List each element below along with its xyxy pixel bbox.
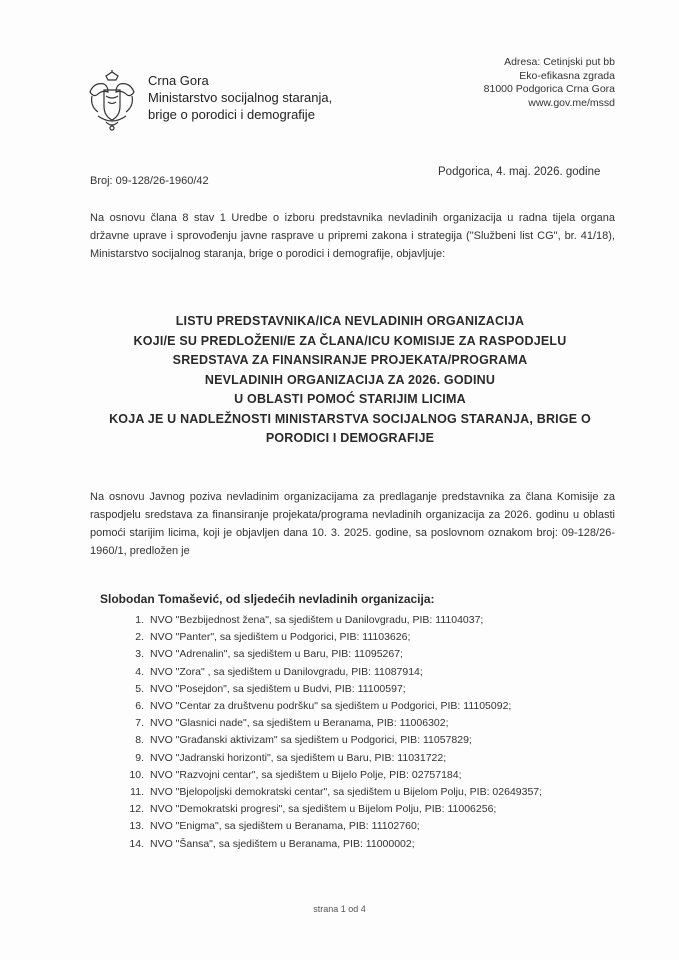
nominee-heading: Slobodan Tomašević, od sljedećih nevladinih organizacija: (100, 592, 435, 606)
list-item-text: NVO "Posejdon", sa sjedištem u Budvi, PIB: 11100597; (150, 682, 406, 695)
organization-list-item (120, 836, 542, 853)
title-line: NEVLADINIH ORGANIZACIJA ZA 2026. GODINU (204, 372, 496, 387)
title-line: KOJA JE U NADLEŽNOSTI MINISTARSTVA SOCIJALNOG STARANJA, BRIGE O (109, 411, 591, 426)
title-line: KOJI/E SU PREDLOŽENI/E ZA ČLANA/ICU KOMISIJE ZA RASPODJELU (133, 333, 567, 348)
coat-of-arms-icon (84, 70, 140, 132)
organization-list-item (120, 698, 542, 715)
organization-list-item (120, 801, 542, 818)
address-line: Adresa: Cetinjski put bb (504, 56, 615, 68)
organization-list-item (120, 784, 542, 801)
title-line: SREDSTAVA ZA FINANSIRANJE PROJEKATA/PROGRAMA (172, 353, 528, 367)
list-item-number: 14. (129, 837, 144, 850)
list-item-text: NVO "Panter", sa sjedištem u Podgorici, PIB: 11103626; (150, 631, 411, 644)
organization-list (120, 612, 542, 853)
document-date: Podgorica, 4. maj. 2026. godine (438, 166, 601, 178)
list-item-text: NVO "Enigma", sa sjedištem u Beranama, PIB: 11102760; (150, 820, 420, 833)
list-item-number: 10. (129, 768, 144, 781)
organization-list-item (120, 818, 542, 835)
list-item-number: 1. (135, 614, 144, 626)
list-item-text: NVO "Centar za društvenu podršku" sa sjedištem u Podgorici, PIB: 11105092; (150, 700, 512, 713)
organization-list-item (120, 646, 542, 663)
list-item-text: NVO "Zora" , sa sjedištem u Danilovgradu, PIB: 11087914; (150, 665, 423, 678)
list-item-number: 7. (135, 717, 144, 730)
website-link[interactable]: www.gov.me/mssd (528, 96, 615, 109)
list-item-number: 9. (135, 751, 144, 764)
organization-list-item (120, 750, 542, 767)
ministry-name-line2: brige o porodici i demografije (148, 107, 315, 122)
organization-list-item (120, 715, 542, 732)
list-item-number: 3. (135, 648, 144, 661)
ministry-name-block (148, 72, 332, 123)
reference-number: Broj: 09-128/26-1960/42 (90, 175, 209, 187)
list-item-number: 11. (130, 786, 144, 799)
organization-list-item (120, 681, 542, 698)
list-item-number: 5. (135, 682, 144, 695)
organization-list-item (120, 612, 542, 629)
list-item-text: NVO "Bjelopoljski demokratski centar", sa sjedištem u Bijelom Polju, PIB: 02649357; (150, 786, 543, 799)
list-item-number: 12. (129, 803, 144, 816)
organization-list-item (120, 767, 542, 784)
ministry-name-line1: Ministarstvo socijalnog staranja, (148, 90, 333, 105)
organization-list-item (120, 664, 542, 681)
list-item-number: 8. (135, 734, 144, 747)
title-line: PORODICI I DEMOGRAFIJE (265, 431, 435, 445)
list-item-text: NVO "Glasnici nade", sa sjedištem u Beranama, PIB: 11006302; (150, 717, 449, 730)
body-paragraph: Na osnovu Javnog poziva nevladinim organizacijama za predlaganje predstavnika za člana Komisije za raspodjelu sredstava za finansiranje projekata/programa nevladinih organizacija za 2026. godinu u oblasti pomoći starijim licima, koji je objavljen dana 10. 3. 2025. godine, sa poslovnom oznakom broj: 09-128/26-1960/1, predložen je (90, 491, 615, 557)
address-line: 81000 Podgorica Crna Gora (483, 83, 615, 95)
address-line: Eko-efikasna zgrada (519, 69, 615, 82)
list-item-text: NVO "Građanski aktivizam" sa sjedištem u Podgorici, PIB: 11057829; (150, 734, 472, 747)
list-item-number: 13. (129, 820, 144, 833)
list-item-text: NVO "Jadranski horizonti", sa sjedištem u Baru, PIB: 11031722; (150, 751, 447, 764)
list-item-text: NVO "Šansa", sa sjedištem u Beranama, PIB: 11000002; (150, 837, 415, 850)
organization-list-item (120, 732, 542, 749)
list-item-number: 2. (135, 631, 144, 644)
page-number: strana 1 od 4 (313, 904, 366, 914)
organization-list-item (120, 629, 542, 646)
list-item-text: NVO "Adrenalin", sa sjedištem u Baru, PIB: 11095267; (150, 648, 403, 661)
title-line: U OBLASTI POMOĆ STARIJIM LICIMA (234, 392, 466, 406)
country-name: Crna Gora (148, 73, 209, 88)
list-item-text: NVO "Demokratski progresi", sa sjedištem u Bijelom Polju, PIB: 11006256; (150, 803, 497, 816)
list-item-number: 4. (135, 665, 144, 678)
list-item-number: 6. (135, 700, 144, 713)
document-title (70, 312, 630, 449)
address-block (484, 56, 615, 110)
intro-paragraph: Na osnovu člana 8 stav 1 Uredbe o izboru predstavnika nevladinih organizacija u radna tijela organa državne uprave i sprovođenju javne rasprave u pripremi zakona i strategija ("Službeni list CG", br. 41/18), Ministarstvo socijalnog staranja, brige o porodici i demografije, objavljuje: (90, 212, 615, 260)
title-line: LISTU PREDSTAVNIKA/ICA NEVLADINIH ORGANIZACIJA (175, 314, 525, 328)
list-item-text: NVO "Razvojni centar", sa sjedištem u Bijelo Polje, PIB: 02757184; (150, 768, 462, 781)
list-item-text: NVO "Bezbijednost žena", sa sjedištem u Danilovgradu, PIB: 11104037; (150, 614, 484, 626)
